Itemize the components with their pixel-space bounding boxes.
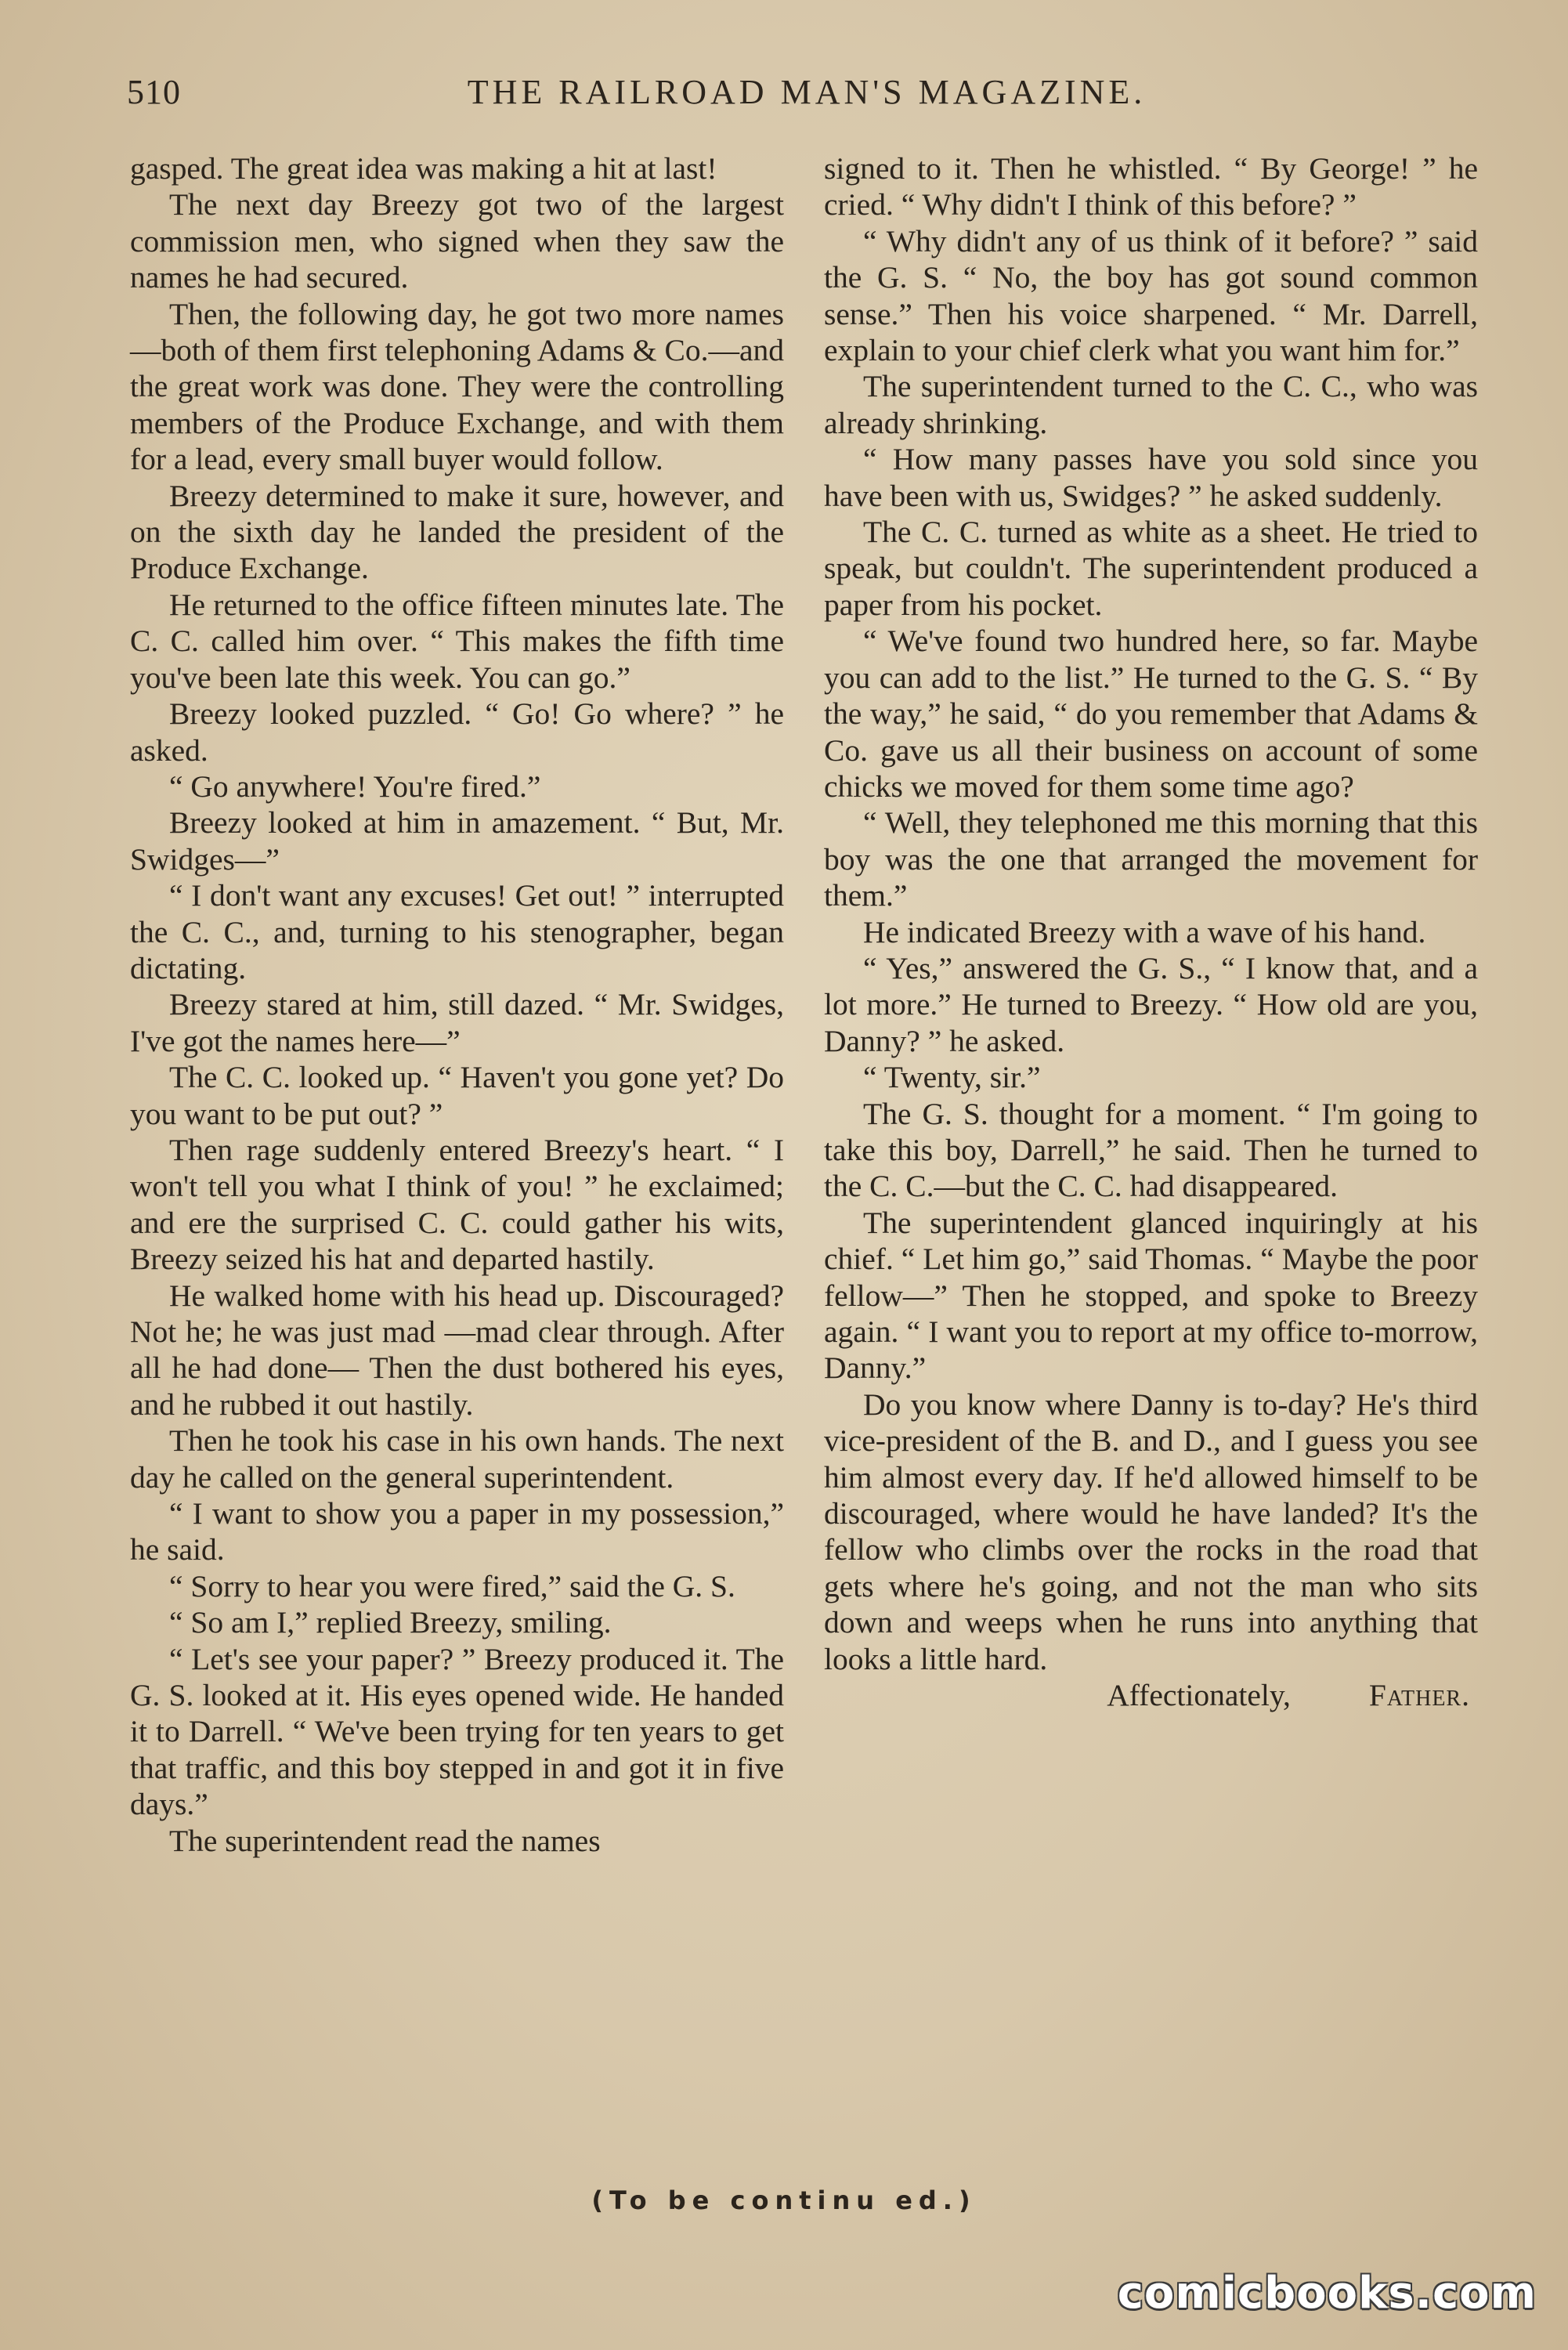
paragraph: Breezy determined to make it sure, however, and on the sixth day he landed the president of the Produce Exchange. — [130, 478, 784, 586]
paragraph: He indicated Breezy with a wave of his hand. — [863, 914, 1426, 949]
paragraph: He walked home with his head up. Discouraged? Not he; he was just mad —mad clear through. After all he had done— Then the dust bothered his eyes, and he rubbed it out hastily. — [130, 1278, 784, 1422]
paragraph: The superintendent read the names — [169, 1823, 601, 1858]
paragraph: The next day Breezy got two of the largest commission men, who signed when they saw the names he had secured. — [130, 187, 784, 295]
paragraph: “ Why didn't any of us think of it before? ” said the G. S. “ No, the boy has got sound common sense.” Then his voice sharpened. “ Mr. Darrell, explain to your chief clerk what you want him for.” — [824, 223, 1478, 368]
paragraph: signed to it. Then he whistled. “ By George! ” he cried. “ Why didn't I think of this before? ” — [824, 151, 1478, 222]
paragraph: The superintendent turned to the C. C., who was already shrinking. — [824, 369, 1478, 440]
paragraph: The C. C. looked up. “ Haven't you gone yet? Do you want to be put out? ” — [130, 1060, 784, 1131]
paragraph: Do you know where Danny is to-day? He's third vice-president of the B. and D., and I guess you see him almost every day. If he'd allowed himself to be discouraged, where would he have landed? It's the fellow who climbs over the rocks in the road that gets where he's going, and not the man who sits down and weeps when he runs into anything that looks a little hard. — [824, 1386, 1478, 1676]
paragraph: The C. C. turned as white as a sheet. He tried to speak, but couldn't. The superintendent produced a paper from his pocket. — [824, 515, 1478, 622]
paragraph: The superintendent glanced inquiringly at his chief. “ Let him go,” said Thomas. “ Maybe the poor fellow—” Then he stopped, and spoke to Breezy again. “ I want you to report at my office to-morrow, Danny.” — [824, 1205, 1478, 1386]
paragraph: “ Twenty, sir.” — [863, 1060, 1041, 1095]
closing-text: Affectionately, — [1107, 1678, 1291, 1713]
paragraph: Then, the following day, he got two more names—both of them first telephoning Adams & Co.—and the great work was done. They were the controlling members of the Produce Exchange, and with them for a lead, every small buyer would follow. — [130, 296, 784, 477]
running-title: THE RAILROAD MAN'S MAGAZINE. — [467, 73, 1147, 111]
paragraph: “ I want to show you a paper in my possession,” he said. — [130, 1496, 784, 1567]
signature: Father. — [1368, 1678, 1470, 1713]
paragraph: “ Yes,” answered the G. S., “ I know that, and a lot more.” He turned to Breezy. “ How old are you, Danny? ” he asked. — [824, 950, 1478, 1058]
paragraph: He returned to the office fifteen minutes late. The C. C. called him over. “ This makes the fifth time you've been late this week. You can go.” — [130, 587, 784, 695]
paragraph: “ Sorry to hear you were fired,” said the G. S. — [169, 1568, 735, 1603]
signoff — [824, 1677, 1478, 1713]
paragraph: “ We've found two hundred here, so far. Maybe you can add to the list.” He turned to the G. S. “ By the way,” he said, “ do you remember that Adams & Co. gave us all their business on account of some chicks we moved for them some time ago? — [824, 624, 1478, 804]
paragraph: “ I don't want any excuses! Get out! ” interrupted the C. C., and, turning to his stenographer, began dictating. — [130, 878, 784, 985]
paragraph: Breezy looked puzzled. “ Go! Go where? ” he asked. — [130, 696, 784, 768]
paragraph: gasped. The great idea was making a hit at last! — [130, 151, 717, 186]
paragraph: Then he took his case in his own hands. The next day he called on the general superintendent. — [130, 1423, 784, 1495]
page-number: 510 — [127, 73, 181, 111]
watermark-logo: comicbooks.com — [1117, 2268, 1537, 2319]
page-header — [117, 72, 1496, 127]
right-column — [824, 150, 1478, 1713]
paragraph: “ So am I,” replied Breezy, smiling. — [169, 1605, 612, 1640]
left-column — [130, 150, 784, 1859]
paragraph: “ Let's see your paper? ” Breezy produced it. The G. S. looked at it. His eyes opened wide. He handed it to Darrell. “ We've been trying for ten years to get that traffic, and this boy stepped in and got it in five days.” — [130, 1641, 784, 1822]
paragraph: Breezy looked at him in amazement. “ But, Mr. Swidges—” — [130, 805, 784, 877]
paragraph: “ Go anywhere! You're fired.” — [169, 768, 541, 804]
paragraph: Then rage suddenly entered Breezy's heart. “ I won't tell you what I think of you! ” he exclaimed; and ere the surprised C. C. could gather his wits, Breezy seized his hat and departed hastily. — [130, 1132, 784, 1277]
paragraph: “ How many passes have you sold since you have been with us, Swidges? ” he asked suddenly. — [824, 442, 1478, 513]
to-be-continued-note: (To be continu ed.) — [591, 2186, 977, 2215]
paragraph: The G. S. thought for a moment. “ I'm going to take this boy, Darrell,” he said. Then he turned to the C. C.—but the C. C. had disappeared. — [824, 1096, 1478, 1204]
paragraph: Breezy stared at him, still dazed. “ Mr. Swidges, I've got the names here—” — [130, 987, 784, 1058]
paragraph: “ Well, they telephoned me this morning that this boy was the one that arranged the movement for them.” — [824, 805, 1478, 913]
